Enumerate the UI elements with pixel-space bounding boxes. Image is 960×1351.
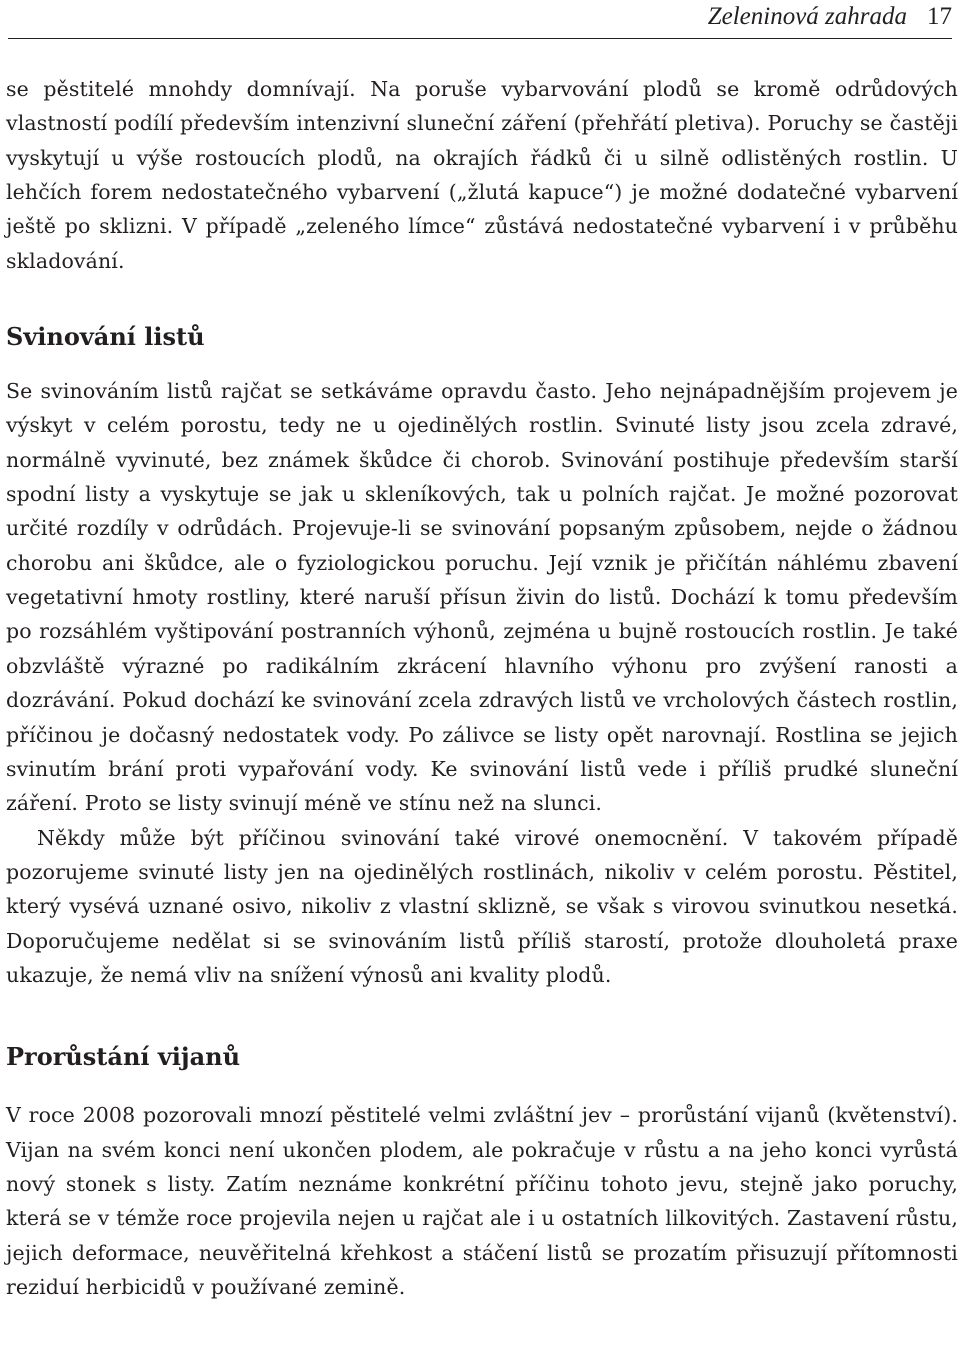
paragraph-intro: se pěstitelé mnohdy domnívají. Na poruše vybarvování plodů se kromě odrůdových vlastností podílí především intenzivní sluneční záření (přehřátí pletiva). Poruchy se častěji vyskytují u výše rostoucích plodů, na okrajích řádků či u silně odlistěných rostlin. U lehčích forem nedostatečného vybarvení („žlutá kapuce“) je možné dodatečné vybarvení ještě po sklizni. V případě „zeleného límce“ zůstává nedostatečné vybarvení i v průběhu skladování. [6,77,958,273]
paragraph-leaf-rolling-2: Někdy může být příčinou svinování také virové onemocnění. V takovém případě pozorujeme svinuté listy jen na ojedinělých rostlinách, nikoliv v celém porostu. Pěstitel, který vysévá uznané osivo, nikoliv z vlastní sklizně, se však s virovou svinutkou nesetká. Doporučujeme nedělat si se svinováním listů příliš starostí, protože dlouholetá praxe ukazuje, že nemá vliv na snížení výnosů ani kvality plodů. [6,825,958,987]
running-title: Zeleninová zahrada [707,3,907,30]
paragraph-leaf-rolling-1: Se svinováním listů rajčat se setkáváme opravdu často. Jeho nejnápadnějším projevem je výskyt v celém porostu, tedy ne u ojedinělých rostlin. Svinuté listy jsou zcela zdravé, normálně vyvinuté, bez známek škůdce či chorob. Svinování postihuje především starší spodní listy a vyskytuje se jak u skleníkových, tak u polních rajčat. Je možné pozorovat určité rozdíly v odrůdách. Projevuje-li se svinování popsaným způsobem, nejde o žádnou chorobu ani škůdce, ale o fyziologickou poruchu. Její vznik je přičítán náhlému zbavení vegetativní hmoty rostliny, které naruší přísun živin do listů. Dochází k tomu především po rozsáhlém vyštipování postranních výhonů, zejména u bujně rostoucích rostlin. Je také obzvláště výrazné po radikálním zkrácení hlavního výhonu pro zvýšení ranosti a dozrávání. Pokud dochází ke svinování zcela zdravých listů ve vrcholových částech rostlin, příčinou je dočasný nedostatek vody. Po zálivce se listy opět narovnají. Rostlina se jejich svinutím brání proti vypařování vody. Ke svinování listů vede i příliš prudké sluneční záření. Proto se listy svinují méně ve stínu než na slunci. [6,379,958,816]
header-text [708,2,952,32]
page-number: 17 [927,3,952,30]
section-heading-leaf-rolling: Svinování listů [6,322,205,352]
page-body [6,72,958,1304]
paragraph-truss-growth-1: V roce 2008 pozorovali mnozí pěstitelé velmi zvláštní jev – prorůstání vijanů (květenství). Vijan na svém konci není ukončen plodem, ale pokračuje v růstu a na jeho konci vyrůstá nový stonek s listy. Zatím neznáme konkrétní příčinu tohoto jevu, stejně jako poruchy, která se v témže roce projevila nejen u rajčat ale i u ostatních lilkovitých. Zastavení růstu, jejich deformace, neuvěřitelná křehkost a stáčení listů se prozatím přisuzují přítomnosti reziduí herbicidů v používané zemině. [6,1103,958,1299]
section-heading-truss-growth: Prorůstání vijanů [6,1042,241,1072]
running-header [8,0,952,39]
